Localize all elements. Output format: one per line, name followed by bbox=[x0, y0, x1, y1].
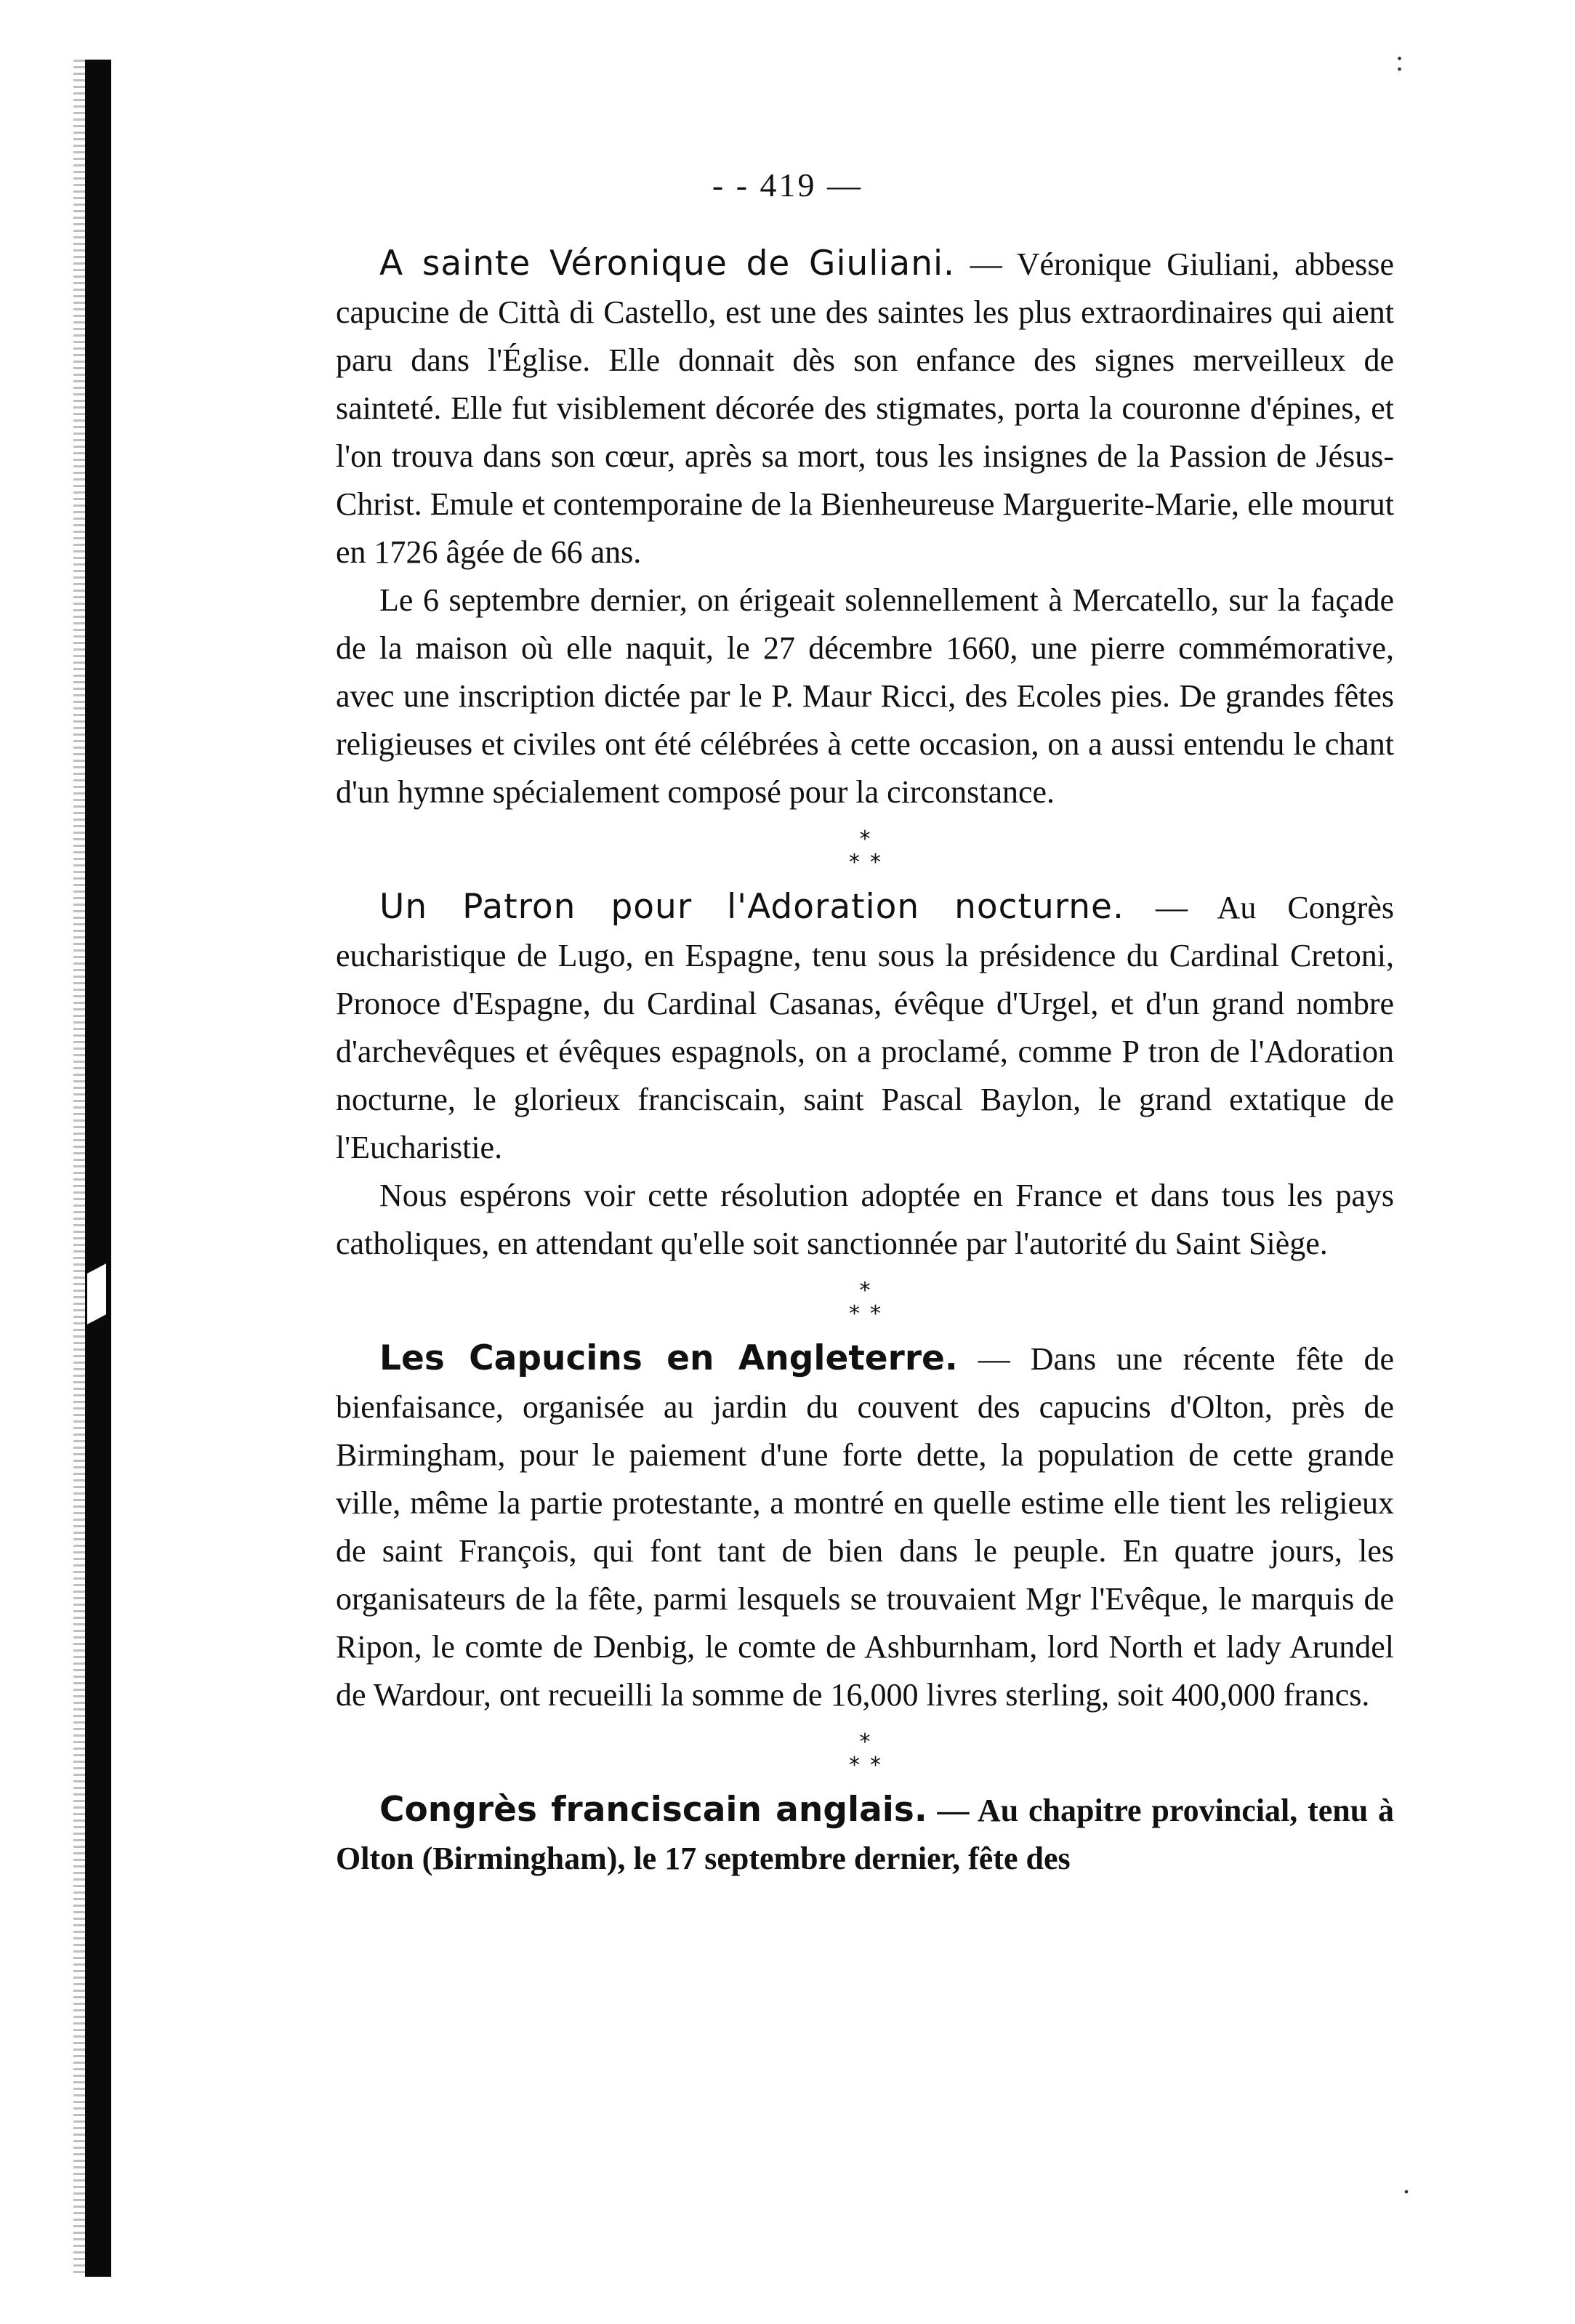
section-4-text-1: — Au chapitre provincial, tenu à Olton (Birmingham), le 17 septembre dernier, fête des bbox=[336, 1793, 1395, 1876]
section-3-text-1: — Dans une récente fête de bienfaisance, organisée au jardin du couvent des capucins d'Olton, près de Birmingham, pour le paiement d'une forte dette, la population de cette grande ville, même la partie protestante, a montré en quelle estime elle tient les religieux de saint François, qui font tant de bien dans le peuple. En quatre jours, les organisateurs de la fête, parmi lesquels se trouvaient Mgr l'Evêque, le marquis de Ripon, le comte de Denbig, le comte de Ashburnham, lord North et lady Arundel de Wardour, ont recueilli la somme de 16,000 livres sterling, soit 400,000 francs. bbox=[336, 1341, 1395, 1713]
asterism-2 bbox=[336, 1279, 1394, 1326]
asterism-1 bbox=[336, 828, 1394, 874]
asterism-stars: ** bbox=[849, 1301, 891, 1327]
section-2-title: Un Patron pour l'Adoration nocturne. bbox=[379, 887, 1124, 927]
asterism-stars: ** bbox=[849, 1753, 891, 1778]
binding-notch bbox=[87, 1263, 106, 1324]
asterism-star: * bbox=[859, 1729, 871, 1755]
section-4-title: Congrès franciscain anglais. bbox=[379, 1790, 927, 1830]
asterism-stars: ** bbox=[849, 850, 891, 875]
section-1-text-1: — Véronique Giuliani, abbesse capucine de Città di Castello, est une des saintes les plus extraordinaires qui aient paru dans l'Église. Elle donnait dès son enfance des signes merveilleux de sainteté. Elle fut visiblement décorée des stigmates, porta la couronne d'épines, et l'on trouva dans son cœur, après sa mort, tous les insignes de la Passion de Jésus-Christ. Emule et contemporaine de la Bienheureuse Marguerite-Marie, elle mourut en 1726 âgée de 66 ans. bbox=[336, 246, 1394, 570]
asterism-star: * bbox=[859, 827, 871, 852]
section-1-paragraph-2: Le 6 septembre dernier, on érigeait solennellement à Mercatello, sur la façade de la maison où elle naquit, le 27 décembre 1660, une pierre commémorative, avec une inscription dictée par le P. Maur Ricci, des Ecoles pies. De grandes fêtes religieuses et civiles ont été célébrées à cette occasion, on a aussi entendu le chant d'un hymne spécialement composé pour la circonstance. bbox=[336, 582, 1394, 810]
section-3-paragraph-1 bbox=[336, 1335, 1394, 1719]
section-2-text-1: — Au Congrès eucharistique de Lugo, en Espagne, tenu sous la présidence du Cardinal Cretoni, Pronoce d'Espagne, du Cardinal Casanas, évêque d'Urgel, et d'un grand nombre d'archevêques et évêques espagnols, on a proclamé, comme P tron de l'Adoration nocturne, le glorieux franciscain, saint Pascal Baylon, le grand extatique de l'Eucharistie. bbox=[336, 890, 1395, 1165]
page-number: - - 419 — bbox=[712, 166, 863, 204]
section-1-paragraph-1 bbox=[336, 240, 1394, 576]
section-4-paragraph-1 bbox=[336, 1786, 1394, 1883]
section-3-title: Les Capucins en Angleterre. bbox=[379, 1338, 958, 1378]
page-text bbox=[336, 240, 1394, 1883]
book-binding-edge bbox=[85, 60, 111, 2277]
stray-mark-top: : bbox=[1395, 44, 1404, 77]
section-2-paragraph-2: Nous espérons voir cette résolution adoptée en France et dans tous les pays catholiques, en attendant qu'elle soit sanctionnée par l'autorité du Saint Siège. bbox=[336, 1178, 1394, 1261]
asterism-3 bbox=[336, 1731, 1394, 1777]
asterism-star: * bbox=[859, 1278, 871, 1303]
section-2-paragraph-1 bbox=[336, 883, 1394, 1172]
section-1-title: A sainte Véronique de Giuliani. bbox=[379, 244, 955, 284]
stray-mark-bottom: . bbox=[1403, 2167, 1410, 2200]
